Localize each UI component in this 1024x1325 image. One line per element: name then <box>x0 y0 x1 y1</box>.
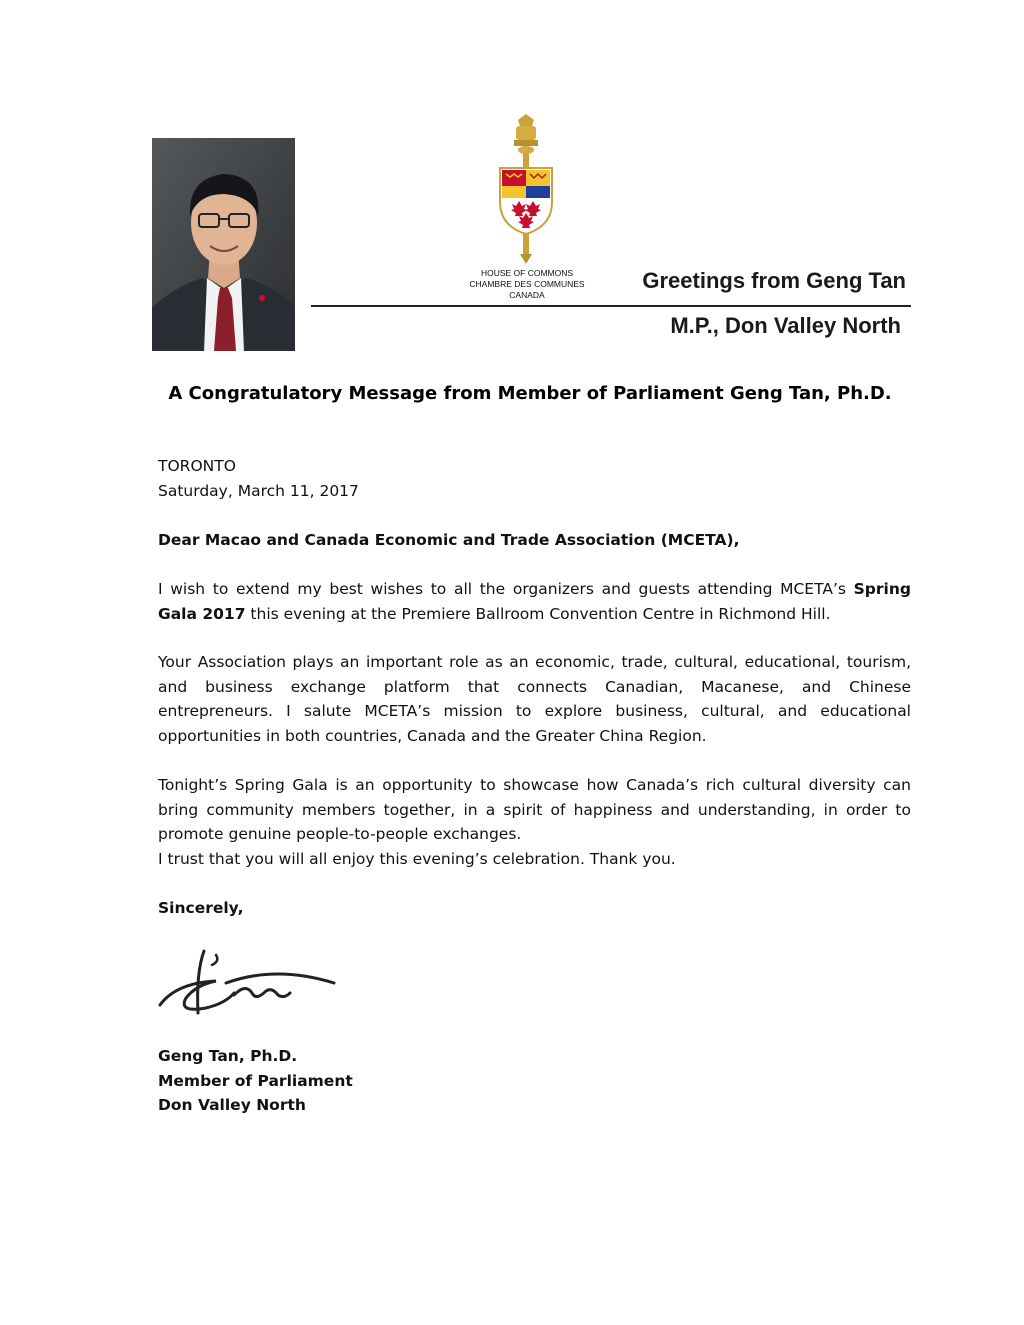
header-subtitle: M.P., Don Valley North <box>670 313 901 338</box>
paragraph-2: Your Association plays an important role as an economic, trade, cultural, educational, tourism, and business exchange platform that connects Canadian, Macanese, and Chinese entrepreneurs. I salute MCETA’s mission to explore business, cultural, and educational opportunities in both countries, Canada and the Greater China Region. <box>158 653 911 745</box>
letter-location-date <box>158 454 911 503</box>
paragraph-1-text-b: this evening at the Premiere Ballroom Convention Centre in Richmond Hill. <box>245 604 831 623</box>
caption-line-2: CHAMBRE DES COMMUNES <box>469 279 585 289</box>
signature-block <box>158 1044 911 1118</box>
handwritten-signature <box>156 943 341 1023</box>
paragraph-1 <box>158 577 911 626</box>
signer-riding: Don Valley North <box>158 1096 306 1114</box>
paragraph-4: I trust that you will all enjoy this evening’s celebration. Thank you. <box>158 850 676 868</box>
paragraph-3: Tonight’s Spring Gala is an opportunity to showcase how Canada’s rich cultural diversity can bring community members together, in a spirit of happiness and understanding, in order to promote genuine people-to-people exchanges. <box>158 776 911 843</box>
caption-line-3: CANADA <box>509 290 545 300</box>
portrait-photo <box>152 138 295 351</box>
signer-name: Geng Tan, Ph.D. <box>158 1047 298 1065</box>
caption-line-1: HOUSE OF COMMONS <box>480 268 574 278</box>
letter-date: Saturday, March 11, 2017 <box>158 481 359 500</box>
letter-city: TORONTO <box>158 457 236 475</box>
letter-heading: A Congratulatory Message from Member of Parliament Geng Tan, Ph.D. <box>168 383 892 404</box>
paragraph-1-event-name: Spring Gala 2017 <box>158 580 911 623</box>
header-divider <box>311 305 911 307</box>
signer-title: Member of Parliament <box>158 1071 353 1090</box>
greeting-title: Greetings from Geng Tan <box>642 268 906 293</box>
house-of-commons-caption <box>462 268 592 301</box>
letter-salutation: Dear Macao and Canada Economic and Trade Association (MCETA), <box>158 531 740 549</box>
house-of-commons-crest-icon <box>494 114 558 264</box>
paragraph-1-text-a: I wish to extend my best wishes to all the organizers and guests attending MCETA’s <box>158 580 854 598</box>
letter-closing: Sincerely, <box>158 899 244 917</box>
